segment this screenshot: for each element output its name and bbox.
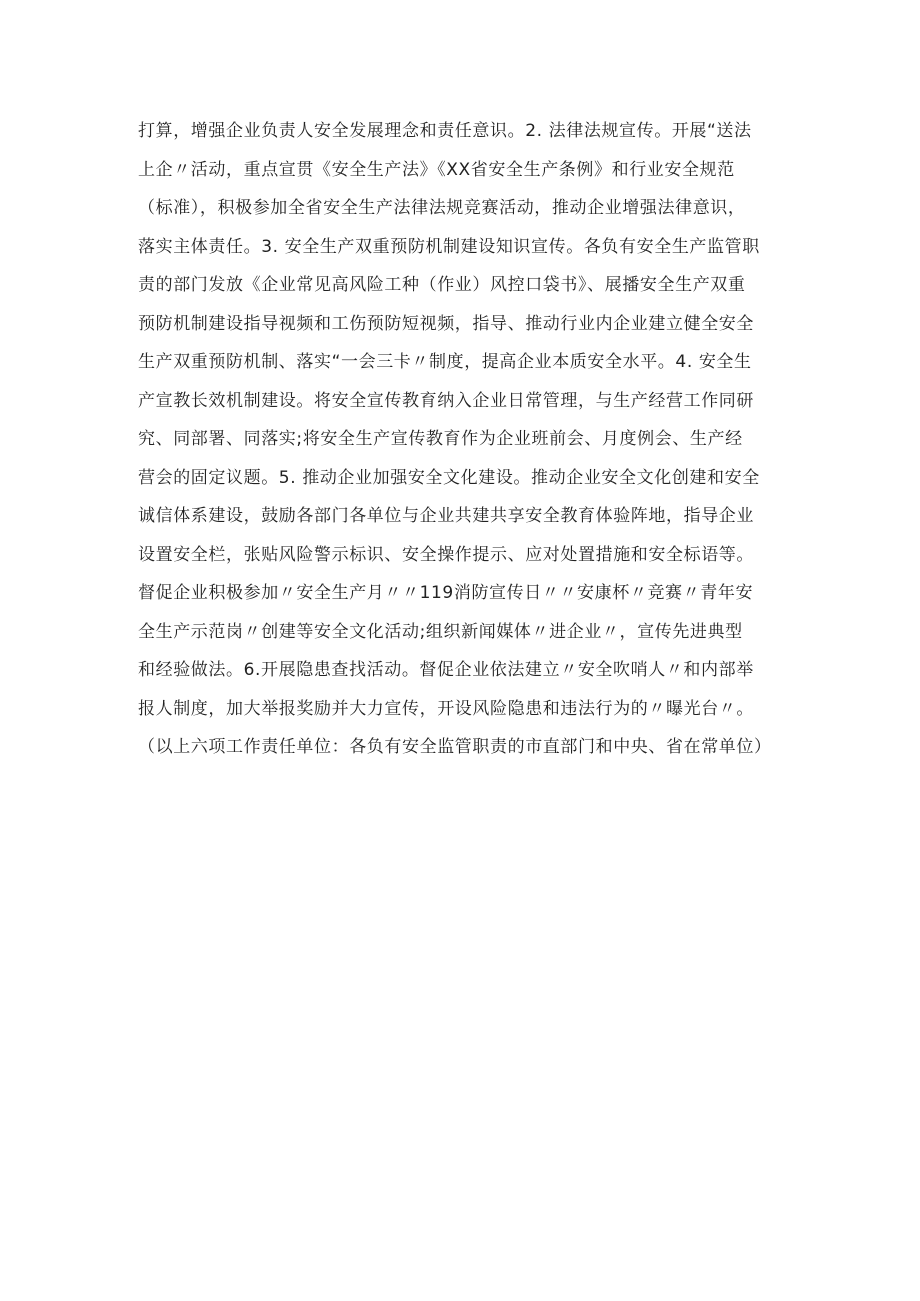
text-line: 督促企业积极参加〃安全生产月〃〃119消防宣传日〃〃安康杯〃竞赛〃青年安 xyxy=(138,583,754,603)
text-line: 生产双重预防机制、落实“一会三卡〃制度，提高企业本质安全水平。4. 安全生 xyxy=(138,352,752,372)
document-body xyxy=(138,112,790,767)
text-line: （标准），积极参加全省安全生产法律法规竞赛活动，推动企业增强法律意识， xyxy=(138,198,746,218)
text-line: 究、同部署、同落实;将安全生产宣传教育作为企业班前会、月度例会、生产经 xyxy=(138,429,743,449)
text-line: 设置安全栏，张贴风险警示标识、安全操作提示、应对处置措施和安全标语等。 xyxy=(138,544,754,565)
text-line: 落实主体责任。3. 安全生产双重预防机制建设知识宣传。各负有安全生产监管职 xyxy=(138,236,760,257)
text-line: 责的部门发放《企业常见高风险工种（作业）风控口袋书》、展播安全生产双重 xyxy=(138,275,746,295)
text-line: 诚信体系建设，鼓励各部门各单位与企业共建共享安全教育体验阵地，指导企业 xyxy=(138,506,754,526)
text-line: （以上六项工作责任单位：各负有安全监管职责的市直部门和中央、省在常单位） xyxy=(138,737,772,757)
text-line: 上企〃活动，重点宣贯《安全生产法》《XX省安全生产条例》和行业安全规范 xyxy=(138,159,735,180)
text-line: 报人制度，加大举报奖励并大力宣传，开设风险隐患和违法行为的〃曝光台〃。 xyxy=(138,698,754,719)
text-line: 打算，增强企业负责人安全发展理念和责任意识。2. 法律法规宣传。开展“送法 xyxy=(138,121,752,141)
text-line: 和经验做法。6.开展隐患查找活动。督促企业依法建立〃安全吹哨人〃和内部举 xyxy=(138,660,754,680)
text-line: 营会的固定议题。5. 推动企业加强安全文化建设。推动企业安全文化创建和安全 xyxy=(138,467,760,488)
text-line: 产宣教长效机制建设。将安全宣传教育纳入企业日常管理，与生产经营工作同研 xyxy=(138,390,754,411)
text-line: 全生产示范岗〃创建等安全文化活动;组织新闻媒体〃进企业〃，宣传先进典型 xyxy=(138,621,743,642)
text-line: 预防机制建设指导视频和工伤预防短视频，指导、推动行业内企业建立健全安全 xyxy=(138,313,754,334)
